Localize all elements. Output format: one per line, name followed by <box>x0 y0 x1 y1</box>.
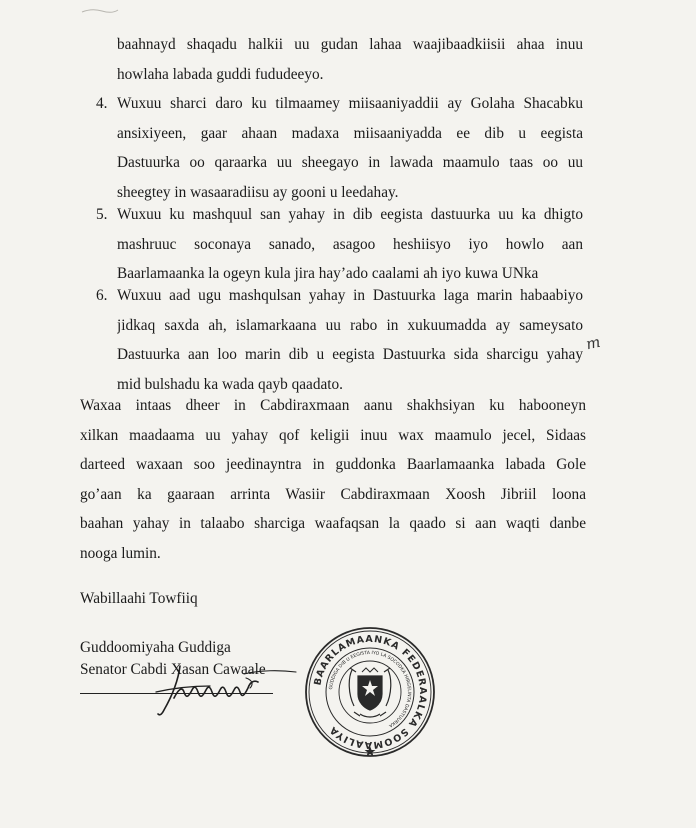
intro-line: baahnayd shaqadu halkii uu gudan lahaa waajibaadkiisii ahaa inuu <box>117 36 583 53</box>
item-line: mashruuc soconaya sanado, asagoo heshiisyo iyo howlo aan <box>117 235 583 253</box>
signatory-name: Senator Cabdi Xasan Cawaale <box>80 661 266 678</box>
signatory-title: Guddoomiyaha Guddiga <box>80 639 231 656</box>
item-line: Baarlamaanka la ogeyn kula jira hay’ado caalami ah iyo kuwa UNka <box>117 265 539 283</box>
margin-handwritten-initial: m <box>584 332 602 354</box>
closing-line: darteed waxaan soo jeedinayntra in guddonka Baarlamaanka labada Gole <box>80 456 586 474</box>
closing-line: xilkan maadaama uu yahay qof keligii inuu wax maamulo jecel, Sidaas <box>80 426 586 444</box>
closing-line: Waxaa intaas dheer in Cabdiraxmaan aanu shakhsiyan ku habooneyn <box>80 397 586 414</box>
item-line: Wuxuu sharci daro ku tilmaamey miisaaniyaddii ay Golaha Shacabku <box>117 95 583 112</box>
closing-line: nooga lumin. <box>80 544 161 562</box>
official-seal <box>300 622 440 762</box>
item-line: Wuxuu ku mashquul san yahay in dib eegista dastuurka uu ka dhigto <box>117 206 583 223</box>
handwritten-signature <box>150 652 320 722</box>
item-line: ansixiyeen, gaar ahaan madaxa miisaaniyadda ee dib u eegista <box>117 124 583 142</box>
intro-line: howlaha labada guddi fududeeyo. <box>117 65 324 83</box>
item-body <box>117 200 583 289</box>
closing-line: go’aan ka gaaraan arrinta Wasiir Cabdiraxmaan Xoosh Jibriil loona <box>80 485 586 503</box>
item-number: 6. <box>96 287 108 304</box>
closing-paragraph <box>80 391 586 569</box>
intro-paragraph <box>117 30 583 89</box>
seal-inner-textpath: GUDDIGA DIB U EEGISTA IYO LA SOCODKA HIRGELINTA DASTUURKA <box>329 650 412 728</box>
closing-line: baahan yahay in talaabo sharciga waafaqsan la qaado si aan waqti danbe <box>80 515 586 533</box>
coat-of-arms-emblem <box>349 668 391 717</box>
item-body <box>117 281 583 399</box>
seal-outer-textpath: BAARLAMAANKA FEDERAALKA SOOMAALIYA <box>312 633 429 751</box>
item-line: sheegtey in wasaaradiisu ay gooni u leedahay. <box>117 183 399 201</box>
item-line: Dastuurka oo qaraarka uu sheegayo in lawada maamulo taas oo uu <box>117 154 583 172</box>
scan-mark <box>80 4 120 16</box>
item-number: 4. <box>96 95 108 112</box>
item-line: jidkaq saxda ah, islamarkaana uu rabo in xukuumadda ay sameysato <box>117 316 583 334</box>
item-line: Wuxuu aad ugu mashqulsan yahay in Dastuurka laga marin habaabiyo <box>117 287 583 304</box>
item-body <box>117 89 583 207</box>
item-line: Dastuurka aan loo marin dib u eegista Dastuurka sida sharcigu yahay <box>117 346 583 364</box>
salutation: Wabillaahi Towfiiq <box>80 590 198 607</box>
item-line: mid bulshadu ka wada qayb qaadato. <box>117 375 343 393</box>
item-number: 5. <box>96 206 108 223</box>
